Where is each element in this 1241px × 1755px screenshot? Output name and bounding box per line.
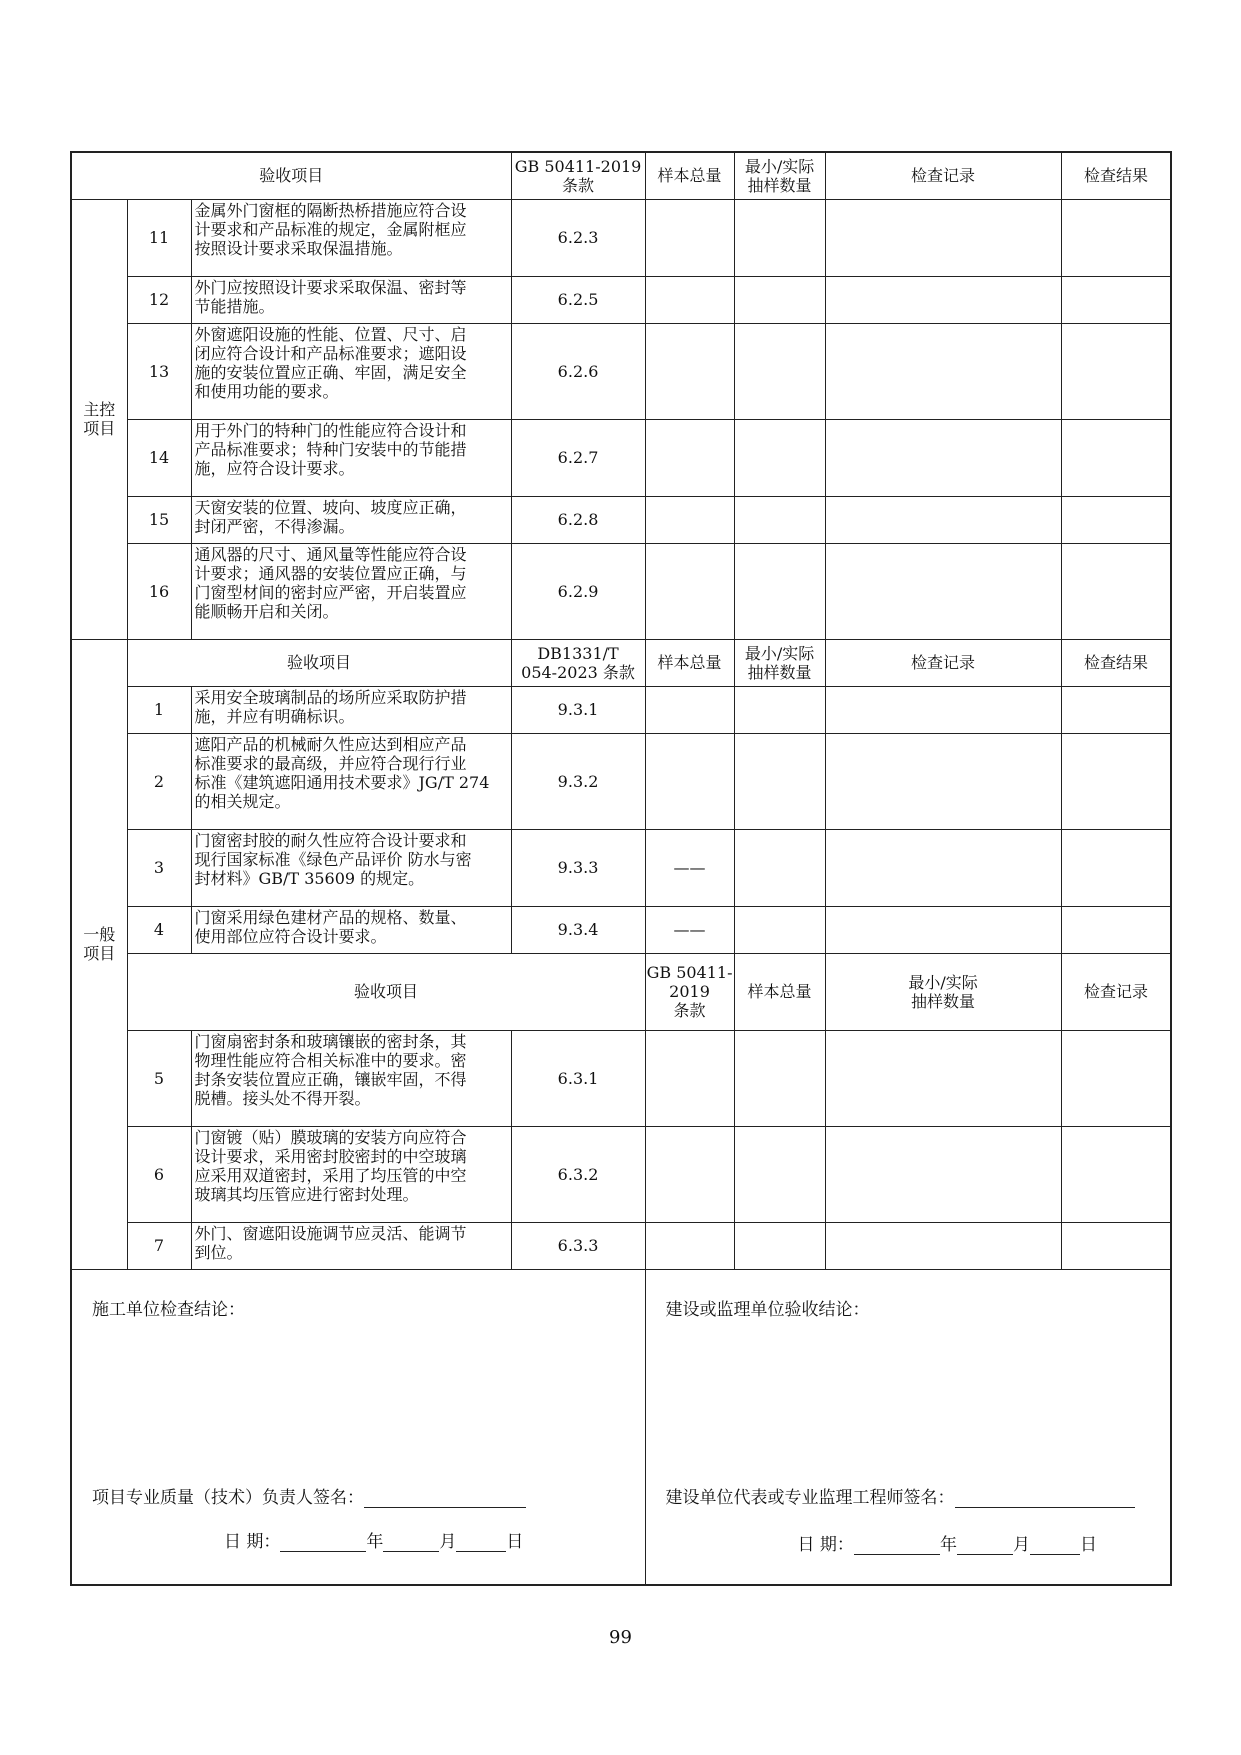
description-line: 能顺畅开启和关闭。 — [194, 601, 339, 621]
table-row — [71, 496, 1171, 543]
month-line[interactable] — [957, 1536, 1013, 1555]
description-line: 门窗采用绿色建材产品的规格、数量、 — [194, 907, 467, 927]
item-description — [191, 496, 511, 543]
item-clause: 9.3.2 — [511, 733, 645, 829]
item-number: 15 — [127, 496, 191, 543]
record-cell[interactable] — [825, 419, 1061, 496]
table-row — [71, 1126, 1171, 1222]
item-description — [191, 906, 511, 953]
text-line: 条款 — [562, 175, 595, 195]
header-min-actual — [734, 152, 825, 199]
description-line: 通风器的尺寸、通风量等性能应符合设 — [194, 544, 467, 564]
record-cell[interactable] — [825, 829, 1061, 906]
item-description — [191, 1222, 511, 1269]
min-actual-cell[interactable] — [734, 906, 825, 953]
header-item: 验收项目 — [127, 953, 645, 1030]
result-cell[interactable] — [1061, 686, 1171, 733]
item-clause: 6.3.2 — [511, 1126, 645, 1222]
record-cell[interactable] — [825, 276, 1061, 323]
header-row — [71, 639, 1171, 686]
text-line: 抽样数量 — [747, 662, 812, 682]
inspection-table — [70, 151, 1172, 1586]
description-line: 节能措施。 — [194, 296, 275, 316]
description-line: 闭应符合设计和产品标准要求；遮阳设 — [194, 343, 467, 363]
description-line: 产品标准要求；特种门安装中的节能措 — [194, 439, 467, 459]
description-line: 封材料》GB/T 35609 的规定。 — [194, 868, 425, 888]
record-cell[interactable] — [825, 686, 1061, 733]
text-line: GB 50411-2019 — [514, 156, 642, 176]
description-line: 到位。 — [194, 1242, 243, 1262]
table-row — [71, 733, 1171, 829]
table-row — [71, 199, 1171, 276]
month-label: 月 — [1012, 1534, 1030, 1555]
item-number: 1 — [127, 686, 191, 733]
item-number: 12 — [127, 276, 191, 323]
table-row — [71, 686, 1171, 733]
record-cell[interactable] — [825, 733, 1061, 829]
description-line: 外门应按照设计要求采取保温、密封等 — [194, 277, 467, 297]
date-label: 日 期： — [224, 1531, 281, 1552]
item-clause: 6.3.1 — [511, 1030, 645, 1126]
text-line: GB 50411-2019 — [646, 963, 733, 1001]
text-line: 最小/实际 — [744, 643, 815, 663]
item-description — [191, 1030, 511, 1126]
min-actual-cell[interactable] — [734, 1030, 825, 1126]
year-label: 年 — [939, 1534, 957, 1555]
page-number: 99 — [609, 1627, 632, 1648]
construction-unit-conclusion[interactable] — [71, 1269, 645, 1585]
signature-row — [71, 1269, 1171, 1585]
supervisor-signature-label: 建设单位代表或专业监理工程师签名： — [665, 1487, 955, 1508]
item-number: 6 — [127, 1126, 191, 1222]
table-row — [71, 323, 1171, 419]
header-record: 检查记录 — [825, 152, 1061, 199]
item-clause: 6.2.9 — [511, 543, 645, 639]
header-result: 检查结果 — [1061, 152, 1171, 199]
sample-total-cell[interactable] — [645, 1030, 734, 1126]
min-actual-cell[interactable] — [734, 496, 825, 543]
table-row — [71, 1222, 1171, 1269]
text-line: 最小/实际 — [908, 972, 978, 992]
sample-total-cell[interactable] — [645, 496, 734, 543]
result-cell[interactable] — [1061, 419, 1171, 496]
item-clause: 9.3.3 — [511, 829, 645, 906]
description-line: 外窗遮阳设施的性能、位置、尺寸、启 — [194, 324, 467, 344]
description-line: 施，应符合设计要求。 — [194, 458, 355, 478]
sample-total-cell[interactable] — [645, 323, 734, 419]
item-description — [191, 1126, 511, 1222]
description-line: 设计要求，采用密封胶密封的中空玻璃 — [194, 1146, 467, 1166]
description-line: 使用部位应符合设计要求。 — [194, 926, 387, 946]
result-cell[interactable] — [1061, 1030, 1171, 1126]
sample-total-cell[interactable]: —— — [645, 906, 734, 953]
item-description — [191, 419, 511, 496]
item-description — [191, 276, 511, 323]
sample-total-cell[interactable]: —— — [645, 829, 734, 906]
min-actual-cell[interactable] — [734, 829, 825, 906]
table-row — [71, 1030, 1171, 1126]
text-line: DB1331/T — [537, 643, 619, 663]
day-label: 日 — [1079, 1534, 1097, 1555]
sample-total-cell[interactable] — [645, 419, 734, 496]
item-clause: 9.3.4 — [511, 906, 645, 953]
section-label-main — [71, 199, 127, 639]
year-line[interactable] — [854, 1536, 940, 1555]
record-cell[interactable] — [825, 1030, 1061, 1126]
sample-total-cell[interactable] — [645, 733, 734, 829]
text-line: 条款 — [673, 1001, 706, 1020]
header-record: 检查记录 — [1061, 953, 1171, 1030]
header-row — [71, 152, 1171, 199]
min-actual-cell[interactable] — [734, 199, 825, 276]
description-line: 施的安装位置应正确、牢固，满足安全 — [194, 362, 467, 382]
item-number: 2 — [127, 733, 191, 829]
description-line: 标准要求的最高级，并应符合现行行业 — [194, 753, 467, 773]
text-line: 最小/实际 — [744, 156, 815, 176]
description-line: 脱槽。接头处不得开裂。 — [194, 1088, 371, 1108]
record-cell[interactable] — [825, 1126, 1061, 1222]
quality-manager-signature-label: 项目专业质量（技术）负责人签名： — [92, 1487, 364, 1508]
result-cell[interactable] — [1061, 323, 1171, 419]
year-line[interactable] — [280, 1533, 366, 1552]
header-item: 验收项目 — [71, 152, 511, 199]
item-clause: 6.2.6 — [511, 323, 645, 419]
record-cell[interactable] — [825, 199, 1061, 276]
result-cell[interactable] — [1061, 1222, 1171, 1269]
item-clause: 9.3.1 — [511, 686, 645, 733]
signature-line[interactable] — [364, 1489, 526, 1508]
header-item: 验收项目 — [127, 639, 511, 686]
year-label: 年 — [366, 1531, 384, 1552]
table-row — [71, 419, 1171, 496]
description-line: 外门、窗遮阳设施调节应灵活、能调节 — [194, 1223, 467, 1243]
item-number: 5 — [127, 1030, 191, 1126]
header-standard — [511, 639, 645, 686]
description-line: 应采用双道密封，采用了均压管的中空 — [194, 1165, 467, 1185]
item-description — [191, 543, 511, 639]
record-cell[interactable] — [825, 1222, 1061, 1269]
result-cell[interactable] — [1061, 199, 1171, 276]
construction-date — [224, 1533, 523, 1552]
table-row — [71, 906, 1171, 953]
description-line: 遮阳产品的机械耐久性应达到相应产品 — [194, 734, 467, 754]
result-cell[interactable] — [1061, 1126, 1171, 1222]
description-line: 现行国家标准《绿色产品评价 防水与密 — [194, 849, 472, 869]
quality-manager-signature — [92, 1489, 526, 1508]
description-line: 的相关规定。 — [194, 791, 291, 811]
item-description — [191, 323, 511, 419]
header-row — [71, 953, 1171, 1030]
sample-total-cell[interactable] — [645, 199, 734, 276]
item-description — [191, 199, 511, 276]
text-line: 抽样数量 — [911, 991, 976, 1011]
section-label-line: 项目 — [83, 419, 116, 438]
sample-total-cell[interactable] — [645, 1126, 734, 1222]
min-actual-cell[interactable] — [734, 1126, 825, 1222]
header-record: 检查记录 — [825, 639, 1061, 686]
record-cell[interactable] — [825, 323, 1061, 419]
item-number: 13 — [127, 323, 191, 419]
result-cell[interactable] — [1061, 906, 1171, 953]
header-standard — [645, 953, 734, 1030]
item-clause: 6.2.8 — [511, 496, 645, 543]
description-line: 封条安装位置应正确，镶嵌牢固，不得 — [194, 1069, 467, 1089]
min-actual-cell[interactable] — [734, 1222, 825, 1269]
min-actual-cell[interactable] — [734, 323, 825, 419]
month-label: 月 — [439, 1531, 457, 1552]
description-line: 门窗型材间的密封应严密，开启装置应 — [194, 582, 467, 602]
header-min-actual — [825, 953, 1061, 1030]
description-line: 计要求和产品标准的规定，金属附框应 — [194, 219, 467, 239]
header-result: 检查结果 — [1061, 639, 1171, 686]
item-clause: 6.3.3 — [511, 1222, 645, 1269]
min-actual-cell[interactable] — [734, 733, 825, 829]
month-line[interactable] — [383, 1533, 439, 1552]
description-line: 采用安全玻璃制品的场所应采取防护措 — [194, 687, 467, 707]
item-number: 14 — [127, 419, 191, 496]
result-cell[interactable] — [1061, 733, 1171, 829]
section-label-line: 项目 — [83, 943, 116, 963]
description-line: 门窗密封胶的耐久性应符合设计要求和 — [194, 830, 467, 850]
description-line: 门窗扇密封条和玻璃镶嵌的密封条，其 — [194, 1031, 467, 1051]
table-row — [71, 276, 1171, 323]
item-number: 7 — [127, 1222, 191, 1269]
header-sample-total: 样本总量 — [645, 639, 734, 686]
table-row — [71, 829, 1171, 906]
supervision-conclusion-title: 建设或监理单位验收结论： — [665, 1299, 870, 1320]
description-line: 天窗安装的位置、坡向、坡度应正确， — [194, 497, 467, 517]
sample-total-cell[interactable] — [645, 543, 734, 639]
sample-total-cell[interactable] — [645, 1222, 734, 1269]
item-clause: 6.2.5 — [511, 276, 645, 323]
header-sample-total: 样本总量 — [645, 152, 734, 199]
day-label: 日 — [506, 1531, 524, 1552]
description-line: 封闭严密，不得渗漏。 — [194, 516, 355, 536]
result-cell[interactable] — [1061, 829, 1171, 906]
sample-total-cell[interactable] — [645, 276, 734, 323]
description-line: 玻璃其均压管应进行密封处理。 — [194, 1184, 419, 1204]
record-cell[interactable] — [825, 543, 1061, 639]
result-cell[interactable] — [1061, 276, 1171, 323]
table-row — [71, 543, 1171, 639]
construction-conclusion-title: 施工单位检查结论： — [92, 1299, 245, 1320]
min-actual-cell[interactable] — [734, 543, 825, 639]
description-line: 和使用功能的要求。 — [194, 381, 339, 401]
section-label-general — [71, 639, 127, 1269]
min-actual-cell[interactable] — [734, 276, 825, 323]
item-description — [191, 829, 511, 906]
supervisor-signature — [666, 1489, 1135, 1508]
record-cell[interactable] — [825, 496, 1061, 543]
section-label-line: 主控 — [83, 400, 116, 419]
item-number: 4 — [127, 906, 191, 953]
description-line: 按照设计要求采取保温措施。 — [194, 238, 403, 258]
min-actual-cell[interactable] — [734, 686, 825, 733]
section-label-line: 一般 — [83, 924, 116, 944]
day-line[interactable] — [456, 1533, 506, 1552]
result-cell[interactable] — [1061, 543, 1171, 639]
description-line: 用于外门的特种门的性能应符合设计和 — [194, 420, 467, 440]
description-line: 门窗镀（贴）膜玻璃的安装方向应符合 — [194, 1127, 467, 1147]
item-number: 11 — [127, 199, 191, 276]
description-line: 标准《建筑遮阳通用技术要求》JG/T 274 — [194, 772, 490, 792]
supervision-date — [798, 1536, 1097, 1555]
description-line: 金属外门窗框的隔断热桥措施应符合设 — [194, 200, 467, 220]
item-clause: 6.2.7 — [511, 419, 645, 496]
result-cell[interactable] — [1061, 496, 1171, 543]
description-line: 计要求；通风器的安装位置应正确，与 — [194, 563, 467, 583]
header-min-actual — [734, 639, 825, 686]
record-cell[interactable] — [825, 906, 1061, 953]
description-line: 施，并应有明确标识。 — [194, 706, 355, 726]
day-line[interactable] — [1030, 1536, 1080, 1555]
sample-total-cell[interactable] — [645, 686, 734, 733]
supervision-unit-conclusion[interactable] — [645, 1269, 1171, 1585]
item-description — [191, 686, 511, 733]
item-description — [191, 733, 511, 829]
item-number: 3 — [127, 829, 191, 906]
text-line: 抽样数量 — [747, 175, 812, 195]
min-actual-cell[interactable] — [734, 419, 825, 496]
date-label: 日 期： — [797, 1534, 854, 1555]
description-line: 物理性能应符合相关标准中的要求。密 — [194, 1050, 467, 1070]
header-sample-total: 样本总量 — [734, 953, 825, 1030]
text-line: 054-2023 条款 — [521, 662, 635, 682]
item-number: 16 — [127, 543, 191, 639]
item-clause: 6.2.3 — [511, 199, 645, 276]
header-standard — [511, 152, 645, 199]
signature-line[interactable] — [955, 1489, 1135, 1508]
